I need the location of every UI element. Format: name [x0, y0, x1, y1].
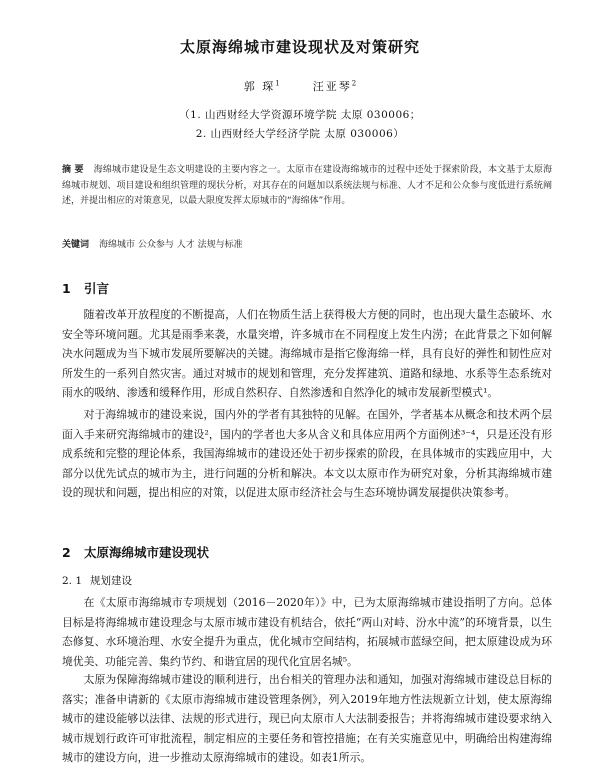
keywords-label: 关键词	[62, 240, 90, 250]
section-heading	[62, 543, 209, 561]
section-number: 1	[62, 281, 71, 296]
subsection-title: 规划建设	[90, 575, 132, 587]
paragraph: 在《太原市海绵城市专项规划（2016－2020年）》中，已为太原海绵城市建设指明了方向。总体目标是将海绵城市建设理念与太原市城市建设有机结合，依托“两山对峙、汾水中流”的环境背景，以生态修复、水环境治理、水安全提升为重点，优化城市空间结构，拓展城市蓝绿空间，把太原建设成为环境优美、功能完善、集约节约、和谐宜居的现代化宜居名城⁵。	[62, 596, 552, 668]
abstract-label: 摘 要	[62, 165, 84, 175]
affiliation-line: 2. 山西财经大学经济学院 太原 030006）	[195, 128, 405, 140]
section-heading	[62, 279, 109, 297]
keywords-text: 海绵城市 公众参与 人才 法规与标准	[99, 240, 243, 250]
affiliation-line: （1. 山西财经大学资源环境学院 太原 030006；	[179, 109, 421, 121]
subsection-heading	[62, 573, 132, 588]
keywords	[62, 237, 552, 250]
abstract	[62, 163, 552, 210]
author-name: 汪亚琴	[312, 80, 352, 93]
author-affiliation-mark: 2	[351, 79, 357, 88]
abstract-text: 海绵城市建设是生态文明建设的主要内容之一。太原市在建设海绵城市的过程中还处于探索阶段，本文基于太原海绵城市规划、项目建设和组织管理的现状分析，对其存在的问题加以系统法规与标准、人才不足和公众参与度低进行系统阐述，并提出相应的对策意见，以最大限度发挥太原城市的“海绵体”作用。	[62, 165, 552, 206]
section-number: 2	[62, 545, 71, 560]
paragraph: 太原为保障海绵城市建设的顺利进行，出台相关的管理办法和通知，加强对海绵城市建设总目标的落实；准备申请新的《太原市海绵城市建设管理条例》，列入2019年地方性法规新立计划，使太原海绵城市的建设能够以法律、法规的形式进行，现已向太原市人大法制委报告；并将海绵城市建设要求纳入城市规划行政许可审批流程，制定相应的主要任务和管控措施；在有关实施意见中，明确给出构建海绵城市的建设方向，进一步推动太原海绵城市的建设。如表1所示。	[62, 673, 552, 764]
author-affiliation-mark: 1	[275, 79, 280, 88]
paragraph: 对于海绵城市的建设来说，国内外的学者有其独特的见解。在国外，学者基本从概念和技术两个层面入手来研究海绵城市的建设²，国内的学者也大多从含义和具体应用两个方面例述³⁻⁴，只是还没有形成系统和完整的理论体系，我国海绵城市的建设还处于初步探索的阶段，在具体城市的实践应用中，大部分以优先试点的城市为主，进行问题的分析和解决。本文以太原市作为研究对象，分析其海绵城市建设的现状和问题，提出相应的对策，以促进太原市经济社会与生态环境协调发展提供决策参考。	[62, 408, 552, 499]
section-title: 太原海绵城市建设现状	[84, 545, 210, 560]
author-line	[0, 78, 600, 94]
author-name: 郭 琛	[243, 80, 276, 93]
paragraph: 随着改革开放程度的不断提高，人们在物质生活上获得极大方便的同时，也出现大量生态破坏、水安全等环境问题。尤其是雨季来袭，水量突增，许多城市在不同程度上发生内涝；在此背景之下如何解决水问题成为当下城市发展所要解决的关键。海绵城市是指它像海绵一样，具有良好的弹性和韧性应对所发生的一系列自然灾害。通过对城市的规划和管理，充分发挥建筑、道路和绿地、水系等生态系统对雨水的吸纳、渗透和缓释作用，形成自然积存、自然渗透和自然净化的城市发展新型模式¹。	[62, 308, 552, 399]
subsection-number: 2. 1	[62, 575, 83, 587]
section-title: 引言	[84, 281, 110, 296]
paper-title: 太原海绵城市建设现状及对策研究	[179, 38, 420, 56]
